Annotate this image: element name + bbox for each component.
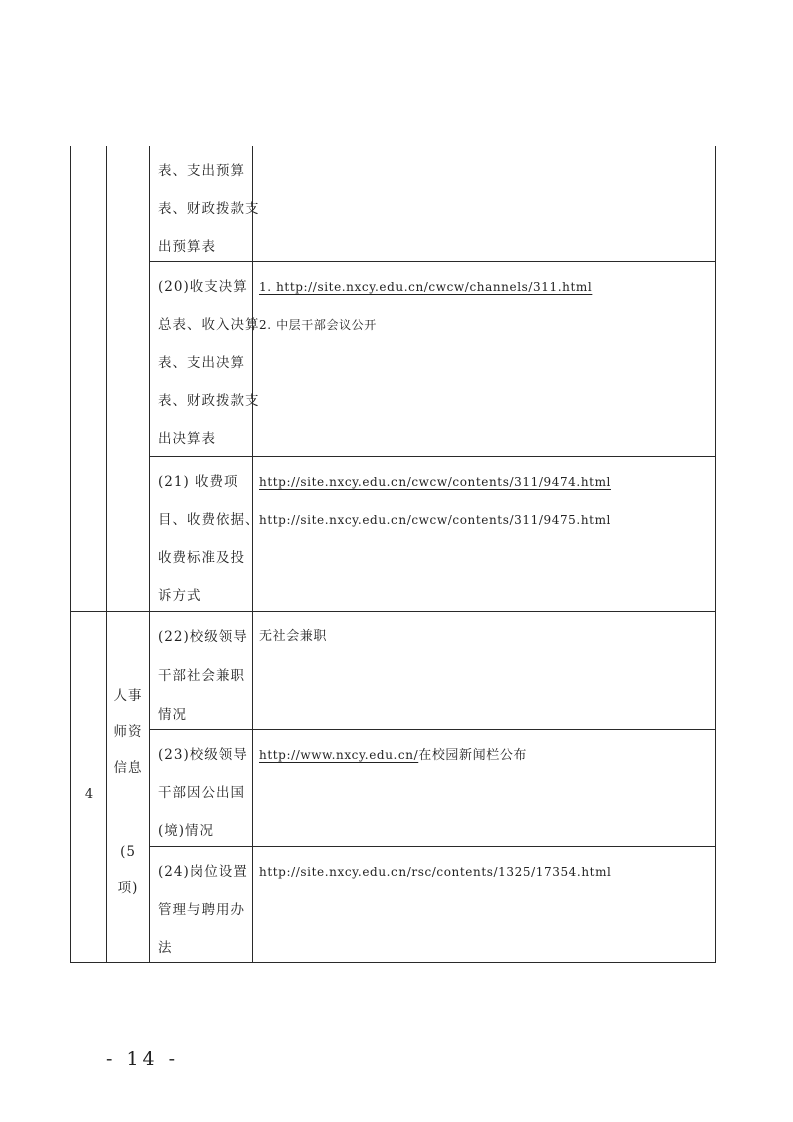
item-name-line: 表、财政拨款支 bbox=[158, 201, 260, 217]
item-name-line: 干部因公出国 bbox=[158, 785, 245, 801]
row-divider-19-20 bbox=[149, 261, 716, 262]
content-link[interactable]: http://www.nxcy.edu.cn/ bbox=[259, 748, 419, 762]
table-right-border bbox=[715, 146, 716, 963]
item-name-line: (22)校级领导 bbox=[158, 629, 248, 645]
content-row bbox=[259, 736, 527, 775]
item-name-line: (24)岗位设置 bbox=[158, 864, 248, 880]
item-name-line: 管理与聘用办 bbox=[158, 902, 245, 918]
item-name-line: 出决算表 bbox=[158, 431, 216, 447]
content-link[interactable]: http://site.nxcy.edu.cn/rsc/contents/1325/17354.html bbox=[259, 865, 612, 879]
row-divider-20-21 bbox=[149, 456, 716, 457]
item-name-line: 收费标准及投 bbox=[158, 550, 245, 566]
item-name-line: 表、财政拨款支 bbox=[158, 393, 260, 409]
item-name-line: (21) 收费项 bbox=[158, 474, 239, 490]
item-name-line: 出预算表 bbox=[158, 239, 216, 255]
row-divider-22-23 bbox=[149, 729, 716, 730]
item-name-line: 表、支出决算 bbox=[158, 355, 245, 371]
page-number: - 14 - bbox=[106, 1048, 180, 1070]
row-divider-23-24 bbox=[149, 846, 716, 847]
content-text: 无社会兼职 bbox=[259, 629, 328, 644]
table-col-divider-2 bbox=[149, 146, 150, 963]
item-name-line: (20)收支决算 bbox=[158, 279, 248, 295]
item-name-line: 法 bbox=[158, 940, 173, 956]
category-label-line: 项) bbox=[117, 880, 139, 896]
item-name-line: 总表、收入决算 bbox=[158, 317, 260, 333]
item-name-line: (境)情况 bbox=[158, 823, 215, 839]
item-name-line: 目、收费依据、 bbox=[158, 512, 260, 528]
item-name-line: 情况 bbox=[158, 707, 187, 723]
content-link[interactable]: 1. http://site.nxcy.edu.cn/cwcw/channels/311.html bbox=[259, 280, 593, 294]
content-text: 在校园新闻栏公布 bbox=[418, 748, 528, 763]
category-label-line: 信息 bbox=[113, 760, 143, 776]
category-label-line: 师资 bbox=[113, 724, 143, 740]
content-link[interactable]: http://site.nxcy.edu.cn/cwcw/contents/311/9474.html bbox=[259, 475, 611, 489]
item-name-line: (23)校级领导 bbox=[158, 747, 248, 763]
item-name-line: 表、支出预算 bbox=[158, 163, 245, 179]
table-left-border bbox=[70, 146, 71, 963]
category-label-line: (5 bbox=[120, 844, 136, 860]
table-col-divider-3 bbox=[252, 146, 253, 963]
content-link[interactable]: http://site.nxcy.edu.cn/cwcw/contents/311/9475.html bbox=[259, 513, 611, 527]
content-text: 2. 中层干部会议公开 bbox=[259, 318, 377, 332]
category-number: 4 bbox=[84, 787, 94, 802]
item-name-line: 诉方式 bbox=[158, 588, 202, 604]
table-col-divider-1 bbox=[106, 146, 107, 963]
category-label-line: 人事 bbox=[113, 688, 143, 704]
item-name-line: 干部社会兼职 bbox=[158, 668, 245, 684]
